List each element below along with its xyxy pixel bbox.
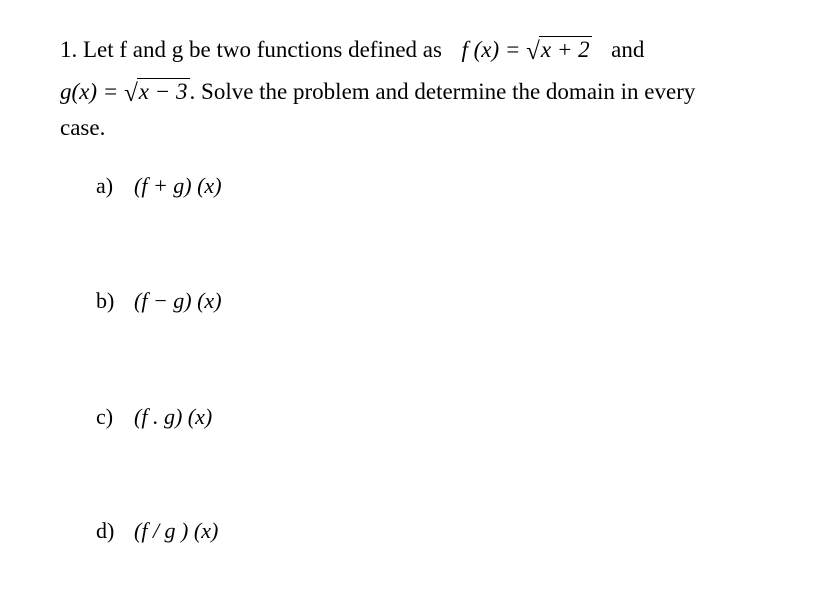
g-definition-radicand: x − 3 — [138, 79, 188, 104]
problem-intro-text: 1. Let f and g be two functions defined as — [60, 37, 442, 62]
radical-sign: √ — [526, 38, 540, 65]
instruction-text: . Solve the problem and determine the domain in every — [189, 79, 696, 104]
sub-question-expression: (f / g ) (x) — [134, 518, 219, 543]
and-word: and — [611, 37, 645, 62]
sub-question-d — [96, 517, 218, 545]
sub-question-label: c) — [96, 404, 114, 429]
instruction-text-end: case. — [60, 115, 106, 140]
sub-question-expression: (f − g) (x) — [134, 288, 222, 313]
sub-question-expression: (f . g) (x) — [134, 404, 213, 429]
f-definition-lhs: f (x) = — [461, 37, 521, 62]
sub-question-b — [96, 287, 222, 315]
sub-question-label: b) — [96, 288, 115, 313]
f-definition-radicand: x + 2 — [540, 37, 590, 62]
g-definition-lhs: g(x) = — [60, 79, 119, 104]
sub-question-label: a) — [96, 173, 114, 198]
radical-sign: √ — [124, 80, 138, 107]
sub-question-label: d) — [96, 518, 115, 543]
problem-line-2 — [60, 77, 695, 109]
problem-line-3 — [60, 113, 105, 143]
sub-question-expression: (f + g) (x) — [134, 173, 222, 198]
sub-question-c — [96, 403, 212, 431]
problem-line-1 — [60, 35, 644, 67]
f-definition-sqrt — [526, 35, 591, 67]
g-definition-sqrt — [124, 77, 189, 109]
sub-question-a — [96, 172, 222, 200]
